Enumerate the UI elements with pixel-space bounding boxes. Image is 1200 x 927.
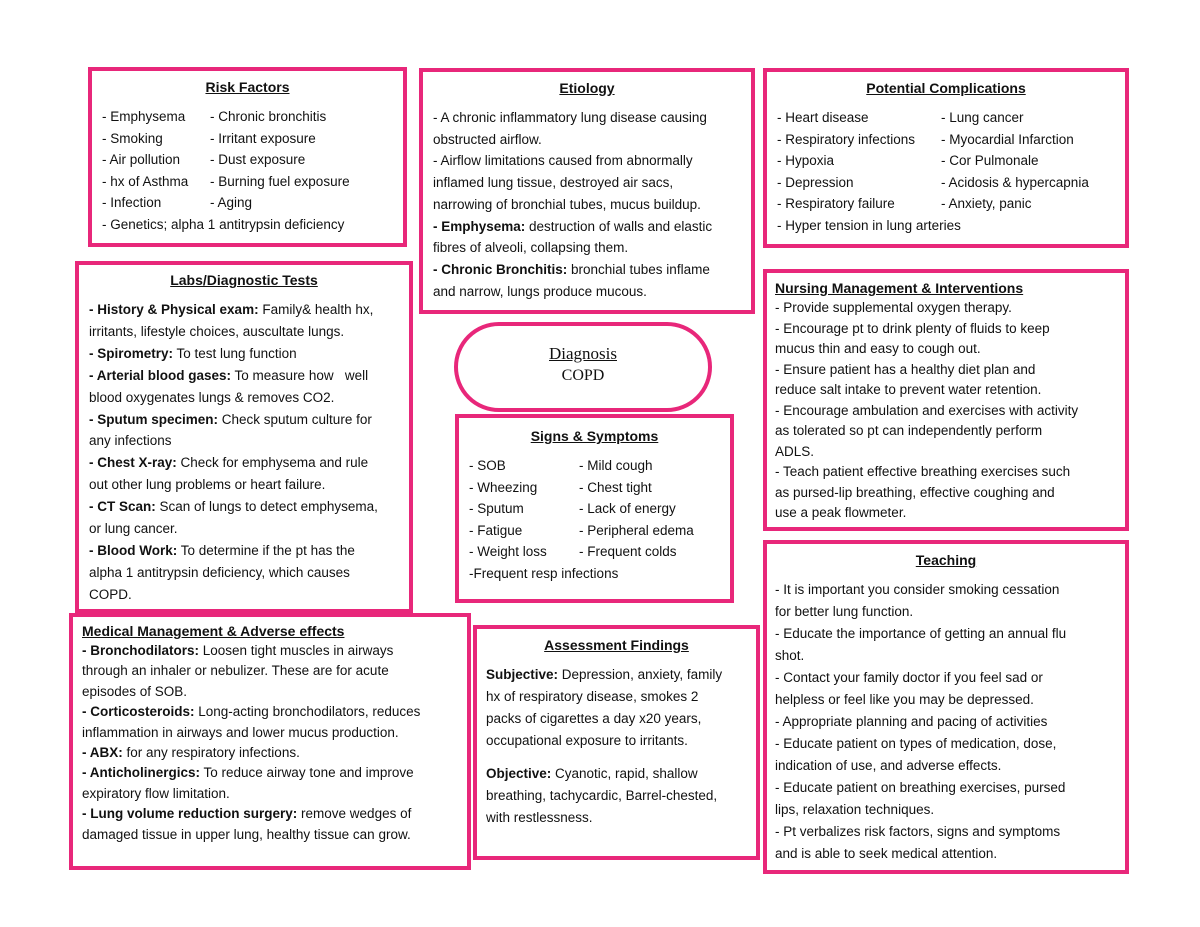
teaching-line: - Pt verbalizes risk factors, signs and symptoms [775, 824, 1061, 839]
lab-item-cont: out other lung problems or heart failure. [89, 477, 326, 493]
lab-item [89, 540, 399, 562]
risk-factor-item: - Genetics; alpha 1 antitrypsin deficiency [102, 216, 345, 232]
lab-label: - Sputum specimen: [89, 411, 219, 427]
lab-text: To determine if the pt has the [177, 542, 355, 558]
etiology-line: obstructed airflow. [433, 131, 542, 147]
sign-item: - Wheezing [469, 479, 538, 495]
sign-item: - Frequent colds [579, 544, 677, 559]
lab-text: Check for emphysema and rule [176, 455, 369, 471]
diagnosis-title: Diagnosis [549, 344, 617, 363]
complication-item: - Respiratory infections [777, 131, 916, 147]
medical-item-cont: inflammation in airways and lower mucus production. [82, 724, 399, 740]
nursing-line: - Encourage pt to drink plenty of fluids to keep [775, 320, 1050, 336]
sign-item: - Sputum [469, 501, 524, 516]
medical-text: Loosen tight muscles in airways [199, 643, 394, 658]
lab-label: - History & Physical exam: [89, 302, 259, 317]
medical-item-cont: expiratory flow limitation. [82, 785, 230, 801]
teaching-line: - Appropriate planning and pacing of activities [775, 714, 1048, 729]
nursing-line: use a peak flowmeter. [775, 505, 907, 520]
medical-box [69, 613, 471, 870]
risk-factor-item: - hx of Asthma [102, 173, 189, 189]
medical-text: remove wedges of [297, 806, 412, 822]
lab-item [89, 409, 399, 431]
lab-text: Scan of lungs to detect emphysema, [155, 499, 378, 515]
signs-title: Signs & Symptoms [530, 428, 659, 444]
risk-factors-columns [102, 106, 393, 214]
subjective-label: Subjective: [486, 667, 559, 682]
teaching-line: and is able to seek medical attention. [775, 846, 998, 861]
complication-item: - Hyper tension in lung arteries [777, 217, 961, 233]
sign-item: -Frequent resp infections [469, 565, 619, 581]
signs-columns [469, 455, 720, 563]
lab-item [89, 343, 399, 365]
sign-item: - Weight loss [469, 544, 547, 559]
medical-text: Long-acting bronchodilators, reduces [194, 704, 421, 720]
nursing-box [763, 269, 1129, 531]
risk-factor-item: - Aging [210, 195, 253, 210]
lab-item-cont: COPD. [89, 586, 132, 602]
chronic-bronchitis-label: - Chronic Bronchitis: [433, 261, 568, 277]
lab-label: - CT Scan: [89, 499, 156, 515]
medical-item-cont: episodes of SOB. [82, 683, 188, 699]
teaching-title: Teaching [915, 552, 977, 568]
nursing-line: as pursed-lip breathing, effective coughing and [775, 484, 1055, 500]
complication-item: - Respiratory failure [777, 196, 895, 211]
lab-text: To measure how well [231, 367, 369, 383]
etiology-line: - A chronic inflammatory lung disease causing [433, 110, 707, 125]
teaching-line: for better lung function. [775, 604, 914, 619]
subjective-cont: hx of respiratory disease, smokes 2 [486, 689, 699, 704]
risk-factors-box [88, 67, 407, 247]
diagnosis-subtitle: COPD [561, 367, 605, 384]
teaching-line: - Educate patient on types of medication, dose, [775, 736, 1057, 751]
etiology-title: Etiology [559, 80, 615, 96]
objective-cont: with restlessness. [486, 810, 593, 825]
etiology-box [419, 68, 755, 314]
medical-item-cont: through an inhaler or nebulizer. These are for acute [82, 663, 389, 679]
nursing-line: - Provide supplemental oxygen therapy. [775, 300, 1012, 315]
lab-label: - Spirometry: [89, 345, 174, 361]
medical-title: Medical Management & Adverse effects [82, 623, 345, 639]
assessment-title: Assessment Findings [544, 637, 689, 653]
risk-factor-item: - Burning fuel exposure [210, 173, 350, 189]
teaching-line: helpless or feel like you may be depressed. [775, 692, 1034, 707]
subjective-text: Depression, anxiety, family [558, 667, 723, 682]
medical-item [82, 804, 458, 824]
medical-text: To reduce airway tone and improve [200, 765, 414, 781]
etiology-chronic-bronchitis [433, 259, 741, 281]
complications-box [763, 68, 1129, 248]
signs-col1 [469, 455, 579, 563]
etiology-line: - Airflow limitations caused from abnormally [433, 153, 693, 169]
teaching-line: lips, relaxation techniques. [775, 802, 935, 817]
lab-item-cont: alpha 1 antitrypsin deficiency, which causes [89, 564, 350, 580]
subjective-line [486, 664, 747, 686]
lab-item [89, 496, 399, 518]
etiology-line: inflamed lung tissue, destroyed air sacs, [433, 175, 674, 191]
objective-label: Objective: [486, 766, 552, 781]
medical-label: - Corticosteroids: [82, 704, 195, 720]
medical-label: - ABX: [82, 745, 123, 761]
nursing-line: - Ensure patient has a healthy diet plan and [775, 361, 1036, 377]
lab-item-cont: any infections [89, 433, 172, 449]
complication-item: - Lung cancer [941, 110, 1024, 125]
subjective-cont: packs of cigarettes a day x20 years, [486, 711, 702, 726]
medical-item-cont: damaged tissue in upper lung, healthy tissue can grow. [82, 826, 411, 842]
nursing-line: as tolerated so pt can independently perform [775, 423, 1043, 438]
signs-box [455, 414, 734, 603]
lab-text: Family& health hx, [258, 302, 374, 317]
medical-label: - Lung volume reduction surgery: [82, 806, 298, 822]
medical-item [82, 641, 458, 661]
nursing-line: - Teach patient effective breathing exercises such [775, 464, 1071, 479]
lab-label: - Chest X-ray: [89, 455, 177, 471]
nursing-line: ADLS. [775, 443, 815, 459]
lab-item [89, 365, 399, 387]
complications-col2 [941, 107, 1089, 215]
sign-item: - Mild cough [579, 458, 653, 473]
labs-title: Labs/Diagnostic Tests [170, 272, 318, 288]
complication-item: - Cor Pulmonale [941, 153, 1039, 168]
sign-item: - SOB [469, 458, 506, 473]
complication-item: - Depression [777, 174, 854, 190]
complications-col1 [777, 107, 941, 215]
sign-item: - Fatigue [469, 522, 523, 538]
complication-item: - Myocardial Infarction [941, 131, 1074, 147]
nursing-line: reduce salt intake to prevent water retention. [775, 382, 1042, 397]
etiology-line: and narrow, lungs produce mucous. [433, 283, 647, 299]
lab-item [89, 299, 399, 321]
assessment-box [473, 625, 760, 860]
sign-item: - Lack of energy [579, 501, 676, 516]
medical-item [82, 702, 458, 722]
risk-factor-item: - Infection [102, 195, 162, 210]
lab-item-cont: irritants, lifestyle choices, auscultate lungs. [89, 323, 345, 339]
risk-factor-item: - Smoking [102, 130, 163, 146]
etiology-emphysema [433, 216, 741, 238]
emphysema-text: destruction of walls and elastic [525, 218, 713, 234]
risk-factor-item: - Air pollution [102, 152, 181, 167]
objective-text: Cyanotic, rapid, shallow [551, 766, 698, 781]
teaching-line: shot. [775, 648, 805, 663]
medical-item [82, 763, 458, 783]
medical-text: for any respiratory infections. [122, 745, 300, 761]
objective-cont: breathing, tachycardic, Barrel-chested, [486, 788, 718, 803]
lab-text: To test lung function [173, 345, 297, 361]
subjective-cont: occupational exposure to irritants. [486, 733, 688, 748]
lab-text: Check sputum culture for [218, 411, 372, 427]
sign-item: - Peripheral edema [579, 522, 694, 538]
teaching-line: indication of use, and adverse effects. [775, 758, 1002, 773]
labs-box [75, 261, 413, 613]
complications-title: Potential Complications [866, 80, 1026, 96]
complications-columns [777, 107, 1115, 215]
nursing-title: Nursing Management & Interventions [775, 280, 1024, 296]
complication-item: - Anxiety, panic [941, 196, 1032, 211]
complication-item: - Hypoxia [777, 153, 835, 168]
emphysema-label: - Emphysema: [433, 218, 526, 234]
teaching-line: - It is important you consider smoking cessation [775, 582, 1060, 597]
lab-label: - Arterial blood gases: [89, 367, 232, 383]
lab-label: - Blood Work: [89, 542, 178, 558]
risk-factor-item: - Irritant exposure [210, 130, 316, 146]
risk-factors-col2 [210, 106, 350, 214]
complication-item: - Acidosis & hypercapnia [941, 174, 1089, 190]
medical-label: - Bronchodilators: [82, 643, 199, 658]
chronic-bronchitis-text: bronchial tubes inflame [567, 261, 710, 277]
sign-item: - Chest tight [579, 479, 652, 495]
risk-factor-item: - Chronic bronchitis [210, 109, 327, 124]
risk-factor-item: - Emphysema [102, 109, 186, 124]
teaching-line: - Contact your family doctor if you feel sad or [775, 670, 1043, 685]
lab-item [89, 452, 399, 474]
lab-item-cont: or lung cancer. [89, 521, 178, 537]
lab-item-cont: blood oxygenates lungs & removes CO2. [89, 389, 335, 405]
etiology-line: fibres of alveoli, collapsing them. [433, 240, 629, 256]
medical-label: - Anticholinergics: [82, 765, 201, 781]
nursing-line: - Encourage ambulation and exercises with activity [775, 402, 1079, 418]
objective-line [486, 763, 747, 785]
signs-col2 [579, 455, 694, 563]
complication-item: - Heart disease [777, 110, 869, 125]
risk-factors-col1 [102, 106, 210, 214]
risk-factors-title: Risk Factors [205, 79, 290, 95]
nursing-line: mucus thin and easy to cough out. [775, 341, 981, 356]
etiology-line: narrowing of bronchial tubes, mucus buildup. [433, 196, 701, 212]
teaching-line: - Educate patient on breathing exercises, pursed [775, 780, 1066, 795]
medical-item [82, 743, 458, 763]
teaching-line: - Educate the importance of getting an annual flu [775, 626, 1067, 641]
teaching-box [763, 540, 1129, 874]
diagnosis-pill [454, 322, 712, 412]
risk-factor-item: - Dust exposure [210, 152, 306, 167]
